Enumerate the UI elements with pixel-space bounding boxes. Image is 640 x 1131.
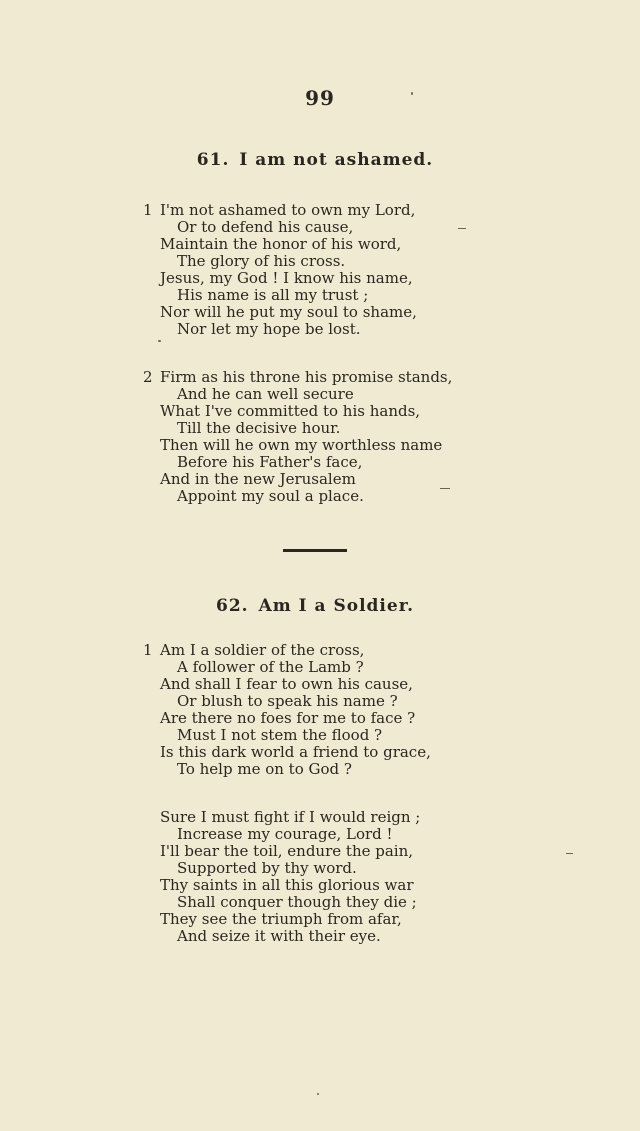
print-speck <box>566 853 573 854</box>
section-divider <box>283 549 347 552</box>
print-speck <box>458 228 466 229</box>
hymn-title-text: I am not ashamed. <box>239 150 434 170</box>
hymn-62-title <box>0 596 630 616</box>
verse-line: Shall conquer though they die ; <box>177 893 417 911</box>
verse-line: Are there no foes for me to face ? <box>160 709 416 727</box>
verse-line: To help me on to God ? <box>177 760 352 778</box>
hymn-number: 62. <box>215 596 249 616</box>
print-speck <box>411 92 413 95</box>
verse-line: And shall I fear to own his cause, <box>160 675 413 693</box>
verse-line: His name is all my trust ; <box>177 286 369 304</box>
verse-line: Maintain the honor of his word, <box>160 235 402 253</box>
verse-line: And he can well secure <box>177 385 354 403</box>
verse-line: Nor will he put my soul to shame, <box>160 303 417 321</box>
verse-line: I'll bear the toil, endure the pain, <box>160 842 414 860</box>
hymn-number: 61. <box>196 150 230 170</box>
print-speck <box>158 340 161 342</box>
verse-line: A follower of the Lamb ? <box>177 658 364 676</box>
hymn-title-text: Am I a Soldier. <box>258 596 415 616</box>
verse-line: What I've committed to his hands, <box>160 402 421 420</box>
page-number: 99 <box>305 86 335 110</box>
print-speck <box>440 488 450 489</box>
stanza-number: 1 <box>143 201 153 219</box>
hymn-61-title <box>0 150 630 170</box>
verse-line: Must I not stem the flood ? <box>177 726 383 744</box>
stanza-number: 2 <box>143 368 153 386</box>
verse-line: Sure I must fight if I would reign ; <box>160 808 421 826</box>
verse-line: Appoint my soul a place. <box>177 487 364 505</box>
verse-line: Before his Father's face, <box>177 453 363 471</box>
stanza-number: 1 <box>143 641 153 659</box>
verse-line: Or blush to speak his name ? <box>177 692 398 710</box>
verse-line: Increase my courage, Lord ! <box>177 825 393 843</box>
verse-line: And seize it with their eye. <box>177 927 381 945</box>
verse-line: The glory of his cross. <box>177 252 346 270</box>
verse-line: Nor let my hope be lost. <box>177 320 361 338</box>
verse-line: Is this dark world a friend to grace, <box>160 743 431 761</box>
verse-line: Firm as his throne his promise stands, <box>160 368 453 386</box>
verse-line: Supported by thy word. <box>177 859 357 877</box>
verse-line: Till the decisive hour. <box>177 419 341 437</box>
verse-line: Or to defend his cause, <box>177 218 354 236</box>
verse-line: Jesus, my God ! I know his name, <box>160 269 413 287</box>
verse-line: I'm not ashamed to own my Lord, <box>160 201 416 219</box>
verse-line: Thy saints in all this glorious war <box>160 876 414 894</box>
verse-line: And in the new Jerusalem <box>160 470 356 488</box>
verse-line: They see the triumph from afar, <box>160 910 402 928</box>
print-speck <box>317 1093 319 1095</box>
verse-line: Then will he own my worthless name <box>160 436 443 454</box>
verse-line: Am I a soldier of the cross, <box>160 641 365 659</box>
